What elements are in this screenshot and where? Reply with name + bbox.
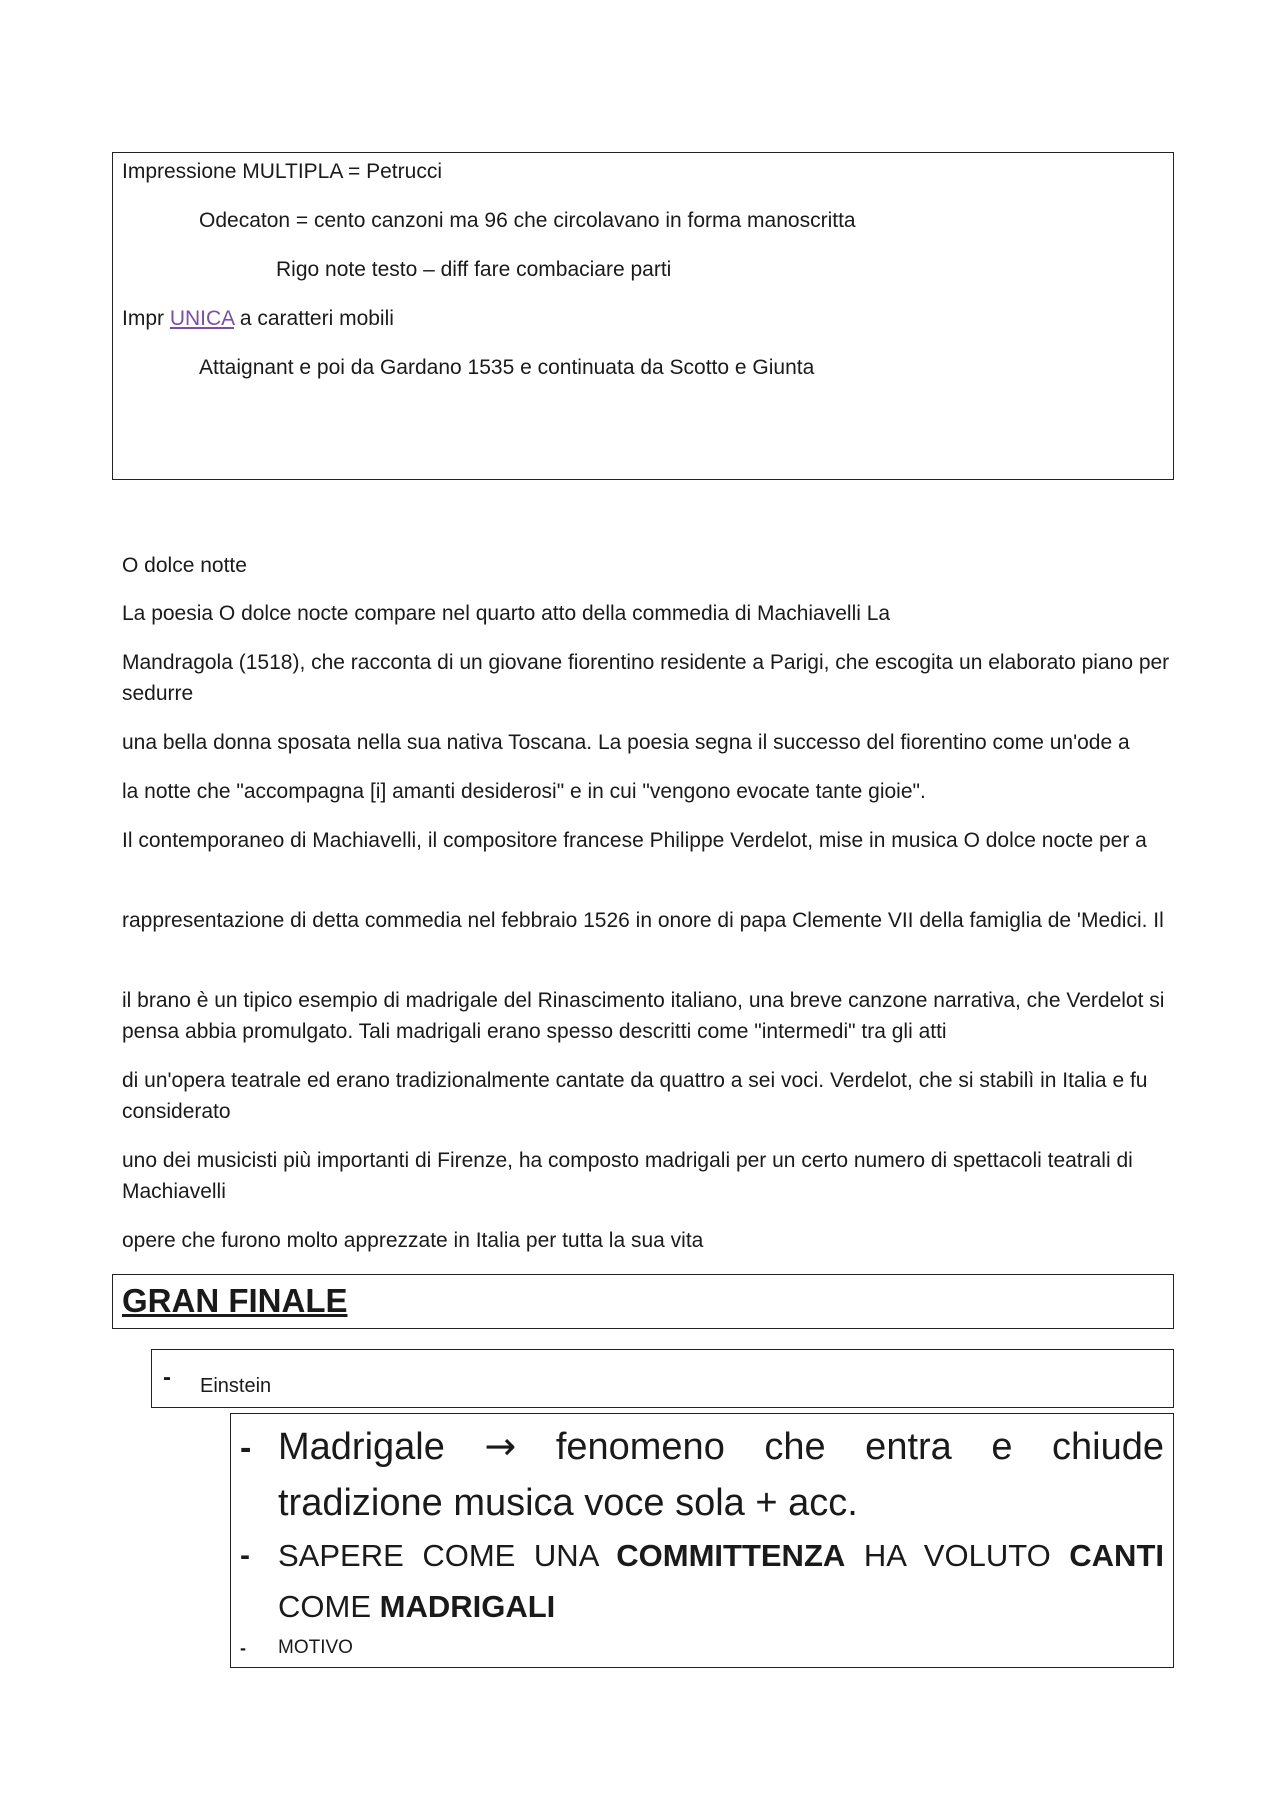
- madrigali-bold: MADRIGALI: [379, 1589, 556, 1624]
- note-line-3: Rigo note testo – diff fare combaciare parti: [276, 258, 672, 281]
- paragraph-2: Mandragola (1518), che racconta di un giovane fiorentino residente a Parigi, che escogita un elaborato piano per sedurre: [122, 651, 1170, 705]
- note-line-2: Odecaton = cento canzoni ma 96 che circolavano in forma manoscritta: [199, 209, 856, 232]
- committenza-line-1: [278, 1530, 1164, 1581]
- note-line-4-prefix: Impr: [122, 307, 170, 330]
- bullet-dash: -: [240, 1638, 246, 1658]
- arrow-right-icon: →: [484, 1424, 517, 1468]
- paragraph-4: la notte che "accompagna [i] amanti desiderosi" e in cui "vengono evocate tante gioie".: [122, 780, 926, 803]
- madrigale-line-2: tradizione musica voce sola + acc.: [278, 1482, 858, 1524]
- note-line-1: Impressione MULTIPLA = Petrucci: [122, 160, 442, 183]
- paragraph-1: La poesia O dolce nocte compare nel quarto atto della commedia di Machiavelli La: [122, 602, 891, 625]
- paragraph-7: il brano è un tipico esempio di madrigale del Rinascimento italiano, una breve canzone narrativa, che Verdelot si pensa abbia promulgato. Tali madrigali erano spesso descritti come "intermedi" tra gli atti: [122, 989, 1165, 1043]
- motivo-item: MOTIVO: [278, 1637, 353, 1658]
- committenza-line-2: [278, 1581, 555, 1632]
- note-line-4: [122, 303, 394, 334]
- note-line-5: Attaignant e poi da Gardano 1535 e continuata da Scotto e Giunta: [199, 356, 815, 379]
- paragraph-6: rappresentazione di detta commedia nel febbraio 1526 in onore di papa Clemente VII della famiglia de 'Medici. Il: [122, 909, 1164, 932]
- madrigale-line-1: [278, 1418, 1164, 1476]
- bullet-dash: -: [163, 1364, 171, 1391]
- paragraph-8: di un'opera teatrale ed erano tradizionalmente cantate da quattro a sei voci. Verdelot, che si stabilì in Italia e fu considerato: [122, 1069, 1148, 1123]
- paragraph-5: Il contemporaneo di Machiavelli, il compositore francese Philippe Verdelot, mise in musica O dolce nocte per a: [122, 829, 1147, 852]
- paragraph-3: una bella donna sposata nella sua nativa Toscana. La poesia segna il successo del fiorentino come un'ode a: [122, 731, 1130, 754]
- committenza-text-2: HA VOLUTO: [845, 1538, 1070, 1573]
- committenza-text-3: COME: [278, 1589, 380, 1624]
- note-line-4-suffix: a caratteri mobili: [234, 307, 394, 330]
- committenza-bold: COMMITTENZA: [616, 1538, 846, 1573]
- madrigale-word: Madrigale: [278, 1426, 445, 1468]
- bullet-dash: -: [240, 1429, 252, 1467]
- committenza-text-1: SAPERE COME UNA: [278, 1538, 617, 1573]
- gran-finale-heading: GRAN FINALE: [122, 1282, 348, 1319]
- canti-bold: CANTI: [1069, 1538, 1164, 1573]
- paragraph-9: uno dei musicisti più importanti di Firenze, ha composto madrigali per un certo numero di spettacoli teatrali di Machiavelli: [122, 1149, 1133, 1203]
- einstein-item: Einstein: [200, 1375, 272, 1397]
- paragraph-10: opere che furono molto apprezzate in Italia per tutta la sua vita: [122, 1229, 704, 1252]
- section-title: O dolce notte: [122, 554, 247, 577]
- madrigale-description: fenomeno che entra e chiude: [555, 1426, 1164, 1468]
- bullet-dash: -: [240, 1539, 250, 1572]
- einstein-box: [151, 1349, 1174, 1408]
- unica-link[interactable]: UNICA: [169, 307, 235, 330]
